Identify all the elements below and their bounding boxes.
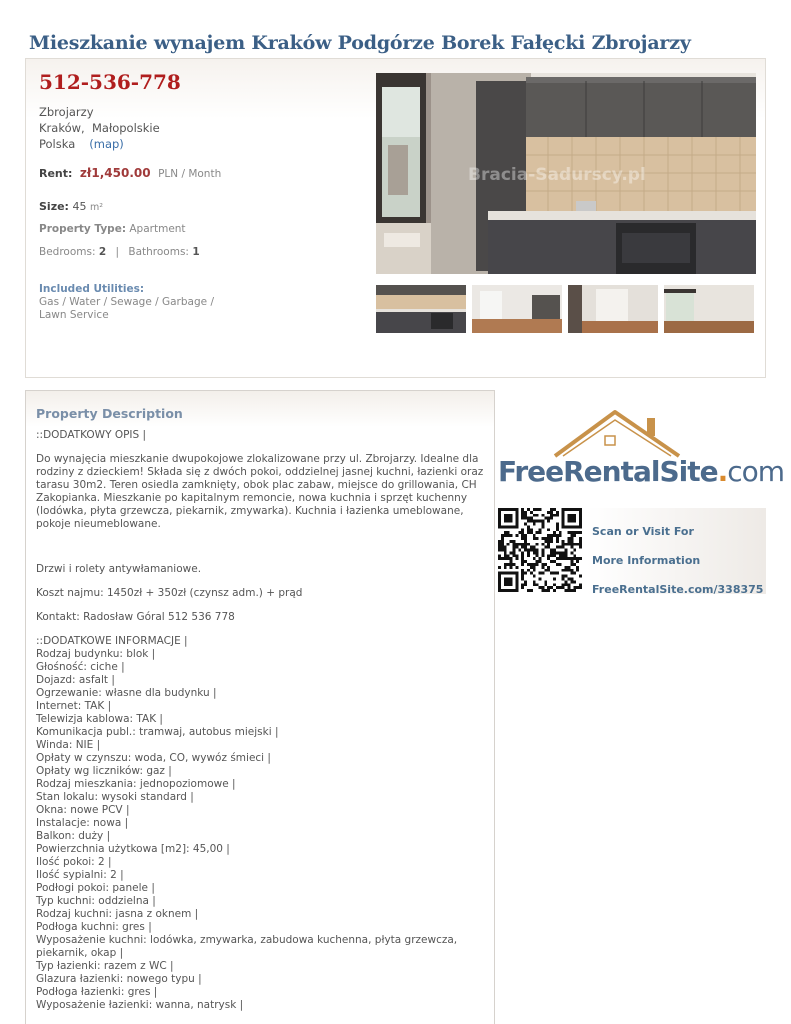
photo-watermark: Bracia-Sadurscy.pl: [468, 165, 646, 185]
info-line: Ilość pokoi: 2 |: [36, 856, 112, 868]
brand-dot: .: [717, 455, 728, 488]
description-cost: Koszt najmu: 1450zł + 350zł (czynsz adm.) + prąd: [36, 587, 303, 599]
property-type-label: Property Type:: [39, 223, 127, 235]
rent-row: [39, 166, 221, 180]
info-line: Stan lokalu: wysoki standard |: [36, 791, 194, 803]
bathrooms-label: Bathrooms:: [128, 246, 189, 258]
opis-header: ::DODATKOWY OPIS |: [36, 429, 147, 441]
qr-code-icon[interactable]: [498, 508, 582, 592]
info-header: ::DODATKOWE INFORMACJE |: [36, 635, 188, 647]
thumbnail-2-image: [472, 285, 562, 333]
address-country-line: [39, 136, 160, 152]
brand-com: com: [727, 455, 785, 488]
info-line: Telewizja kablowa: TAK |: [36, 713, 163, 725]
brand-rental: Rental: [563, 455, 660, 488]
address-block: [39, 104, 160, 152]
info-line: Typ łazienki: razem z WC |: [36, 960, 174, 972]
thumbnail-1[interactable]: [376, 285, 466, 333]
description-contact: Kontakt: Radosław Góral 512 536 778: [36, 611, 235, 623]
property-description-panel: [25, 390, 495, 1024]
brand-site: Site: [659, 455, 718, 488]
property-type-value: Apartment: [129, 223, 186, 235]
rent-label: Rent:: [39, 167, 73, 180]
size-label: Size:: [39, 200, 69, 213]
page-title: Mieszkanie wynajem Kraków Podgórze Borek Fałęcki Zbrojarzy: [29, 32, 691, 54]
info-line: Glazura łazienki: nowego typu |: [36, 973, 202, 985]
info-line: Opłaty w czynszu: woda, CO, wywóz śmieci |: [36, 752, 271, 764]
size-unit: m²: [89, 202, 104, 213]
info-line: Rodzaj budynku: blok |: [36, 648, 156, 660]
brand-wordmark[interactable]: [498, 455, 784, 488]
rent-unit: PLN / Month: [158, 168, 222, 180]
map-link[interactable]: (map): [89, 137, 124, 151]
thumbnail-2[interactable]: [472, 285, 562, 333]
info-line: Balkon: duży |: [36, 830, 111, 842]
info-line: Rodzaj kuchni: jasna z oknem |: [36, 908, 199, 920]
info-line: Głośność: ciche |: [36, 661, 125, 673]
info-line: Komunikacja publ.: tramwaj, autobus miejski |: [36, 726, 279, 738]
info-line: Internet: TAK |: [36, 700, 112, 712]
bedrooms-value: 2: [98, 246, 107, 258]
info-line: Rodzaj mieszkania: jednopoziomowe |: [36, 778, 236, 790]
info-line: Okna: nowe PCV |: [36, 804, 130, 816]
qr-scan-text: Scan or Visit For: [592, 525, 694, 538]
qr-url-link[interactable]: FreeRentalSite.com/338375: [592, 583, 764, 596]
thumbnail-3-image: [568, 285, 658, 333]
info-line: Wyposażenie łazienki: wanna, natrysk |: [36, 999, 244, 1011]
bathrooms-value: 1: [192, 246, 200, 258]
info-line: Instalacje: nowa |: [36, 817, 129, 829]
description-heading: Property Description: [36, 406, 183, 421]
main-property-photo[interactable]: [376, 73, 756, 274]
size-row: [39, 200, 103, 213]
rent-amount: zł1,450.00: [79, 166, 151, 180]
utilities-value: Gas / Water / Sewage / Garbage / Lawn Service: [39, 296, 214, 321]
thumbnail-4-image: [664, 285, 754, 333]
size-value: 45: [72, 200, 87, 213]
address-country: Polska: [39, 137, 76, 151]
info-line: Podłoga łazienki: gres |: [36, 986, 158, 998]
description-doors: Drzwi i rolety antywłamaniowe.: [36, 563, 202, 575]
info-line: Wyposażenie kuchni: lodówka, zmywarka, zabudowa kuchenna, płyta grzewcza, piekarnik, okap |: [36, 934, 458, 959]
info-line: Opłaty wg liczników: gaz |: [36, 765, 172, 777]
thumbnail-4[interactable]: [664, 285, 754, 333]
utilities-label: Included Utilities:: [39, 283, 145, 295]
info-line: Podłogi pokoi: panele |: [36, 882, 155, 894]
address-street: Zbrojarzy: [39, 105, 94, 119]
contact-phone[interactable]: 512-536-778: [39, 70, 181, 94]
rooms-separator: |: [115, 246, 120, 258]
qr-more-info-text: More Information: [592, 554, 701, 567]
info-line: Typ kuchni: oddzielna |: [36, 895, 156, 907]
info-line: Ilość sypialni: 2 |: [36, 869, 124, 881]
address-city-region: Kraków, Małopolskie: [39, 121, 160, 135]
info-line: Podłoga kuchni: gres |: [36, 921, 152, 933]
info-line: Powierzchnia użytkowa [m2]: 45,00 |: [36, 843, 230, 855]
rooms-row: [39, 246, 200, 258]
bedrooms-label: Bedrooms:: [39, 246, 96, 258]
property-type-row: [39, 223, 186, 235]
description-body: [36, 429, 486, 1012]
info-line: Winda: NIE |: [36, 739, 101, 751]
thumbnail-1-image: [376, 285, 466, 333]
info-line: Ogrzewanie: własne dla budynku |: [36, 687, 217, 699]
brand-free: Free: [498, 455, 564, 488]
thumbnail-3[interactable]: [568, 285, 658, 333]
info-line: Dojazd: asfalt |: [36, 674, 115, 686]
description-paragraph: Do wynajęcia mieszkanie dwupokojowe zlokalizowane przy ul. Zbrojarzy. Idealne dla rodziny z dzieckiem! Składa się z dwóch pokoi, oddzielnej jasnej kuchni, łazienki oraz tarasu 30m2. Teren osiedla zamknięty, obok plac zabaw, miejsce do grillowania, CH Zakopianka. Mieszkanie po kapitalnym remoncie, nowa kuchnia i sprzęt kuchenny (lodówka, płyta grzewcza, piekarnik, zmywarka). Kuchnia i łazienka umeblowane, pokoje nieumeblowane.: [36, 453, 484, 530]
